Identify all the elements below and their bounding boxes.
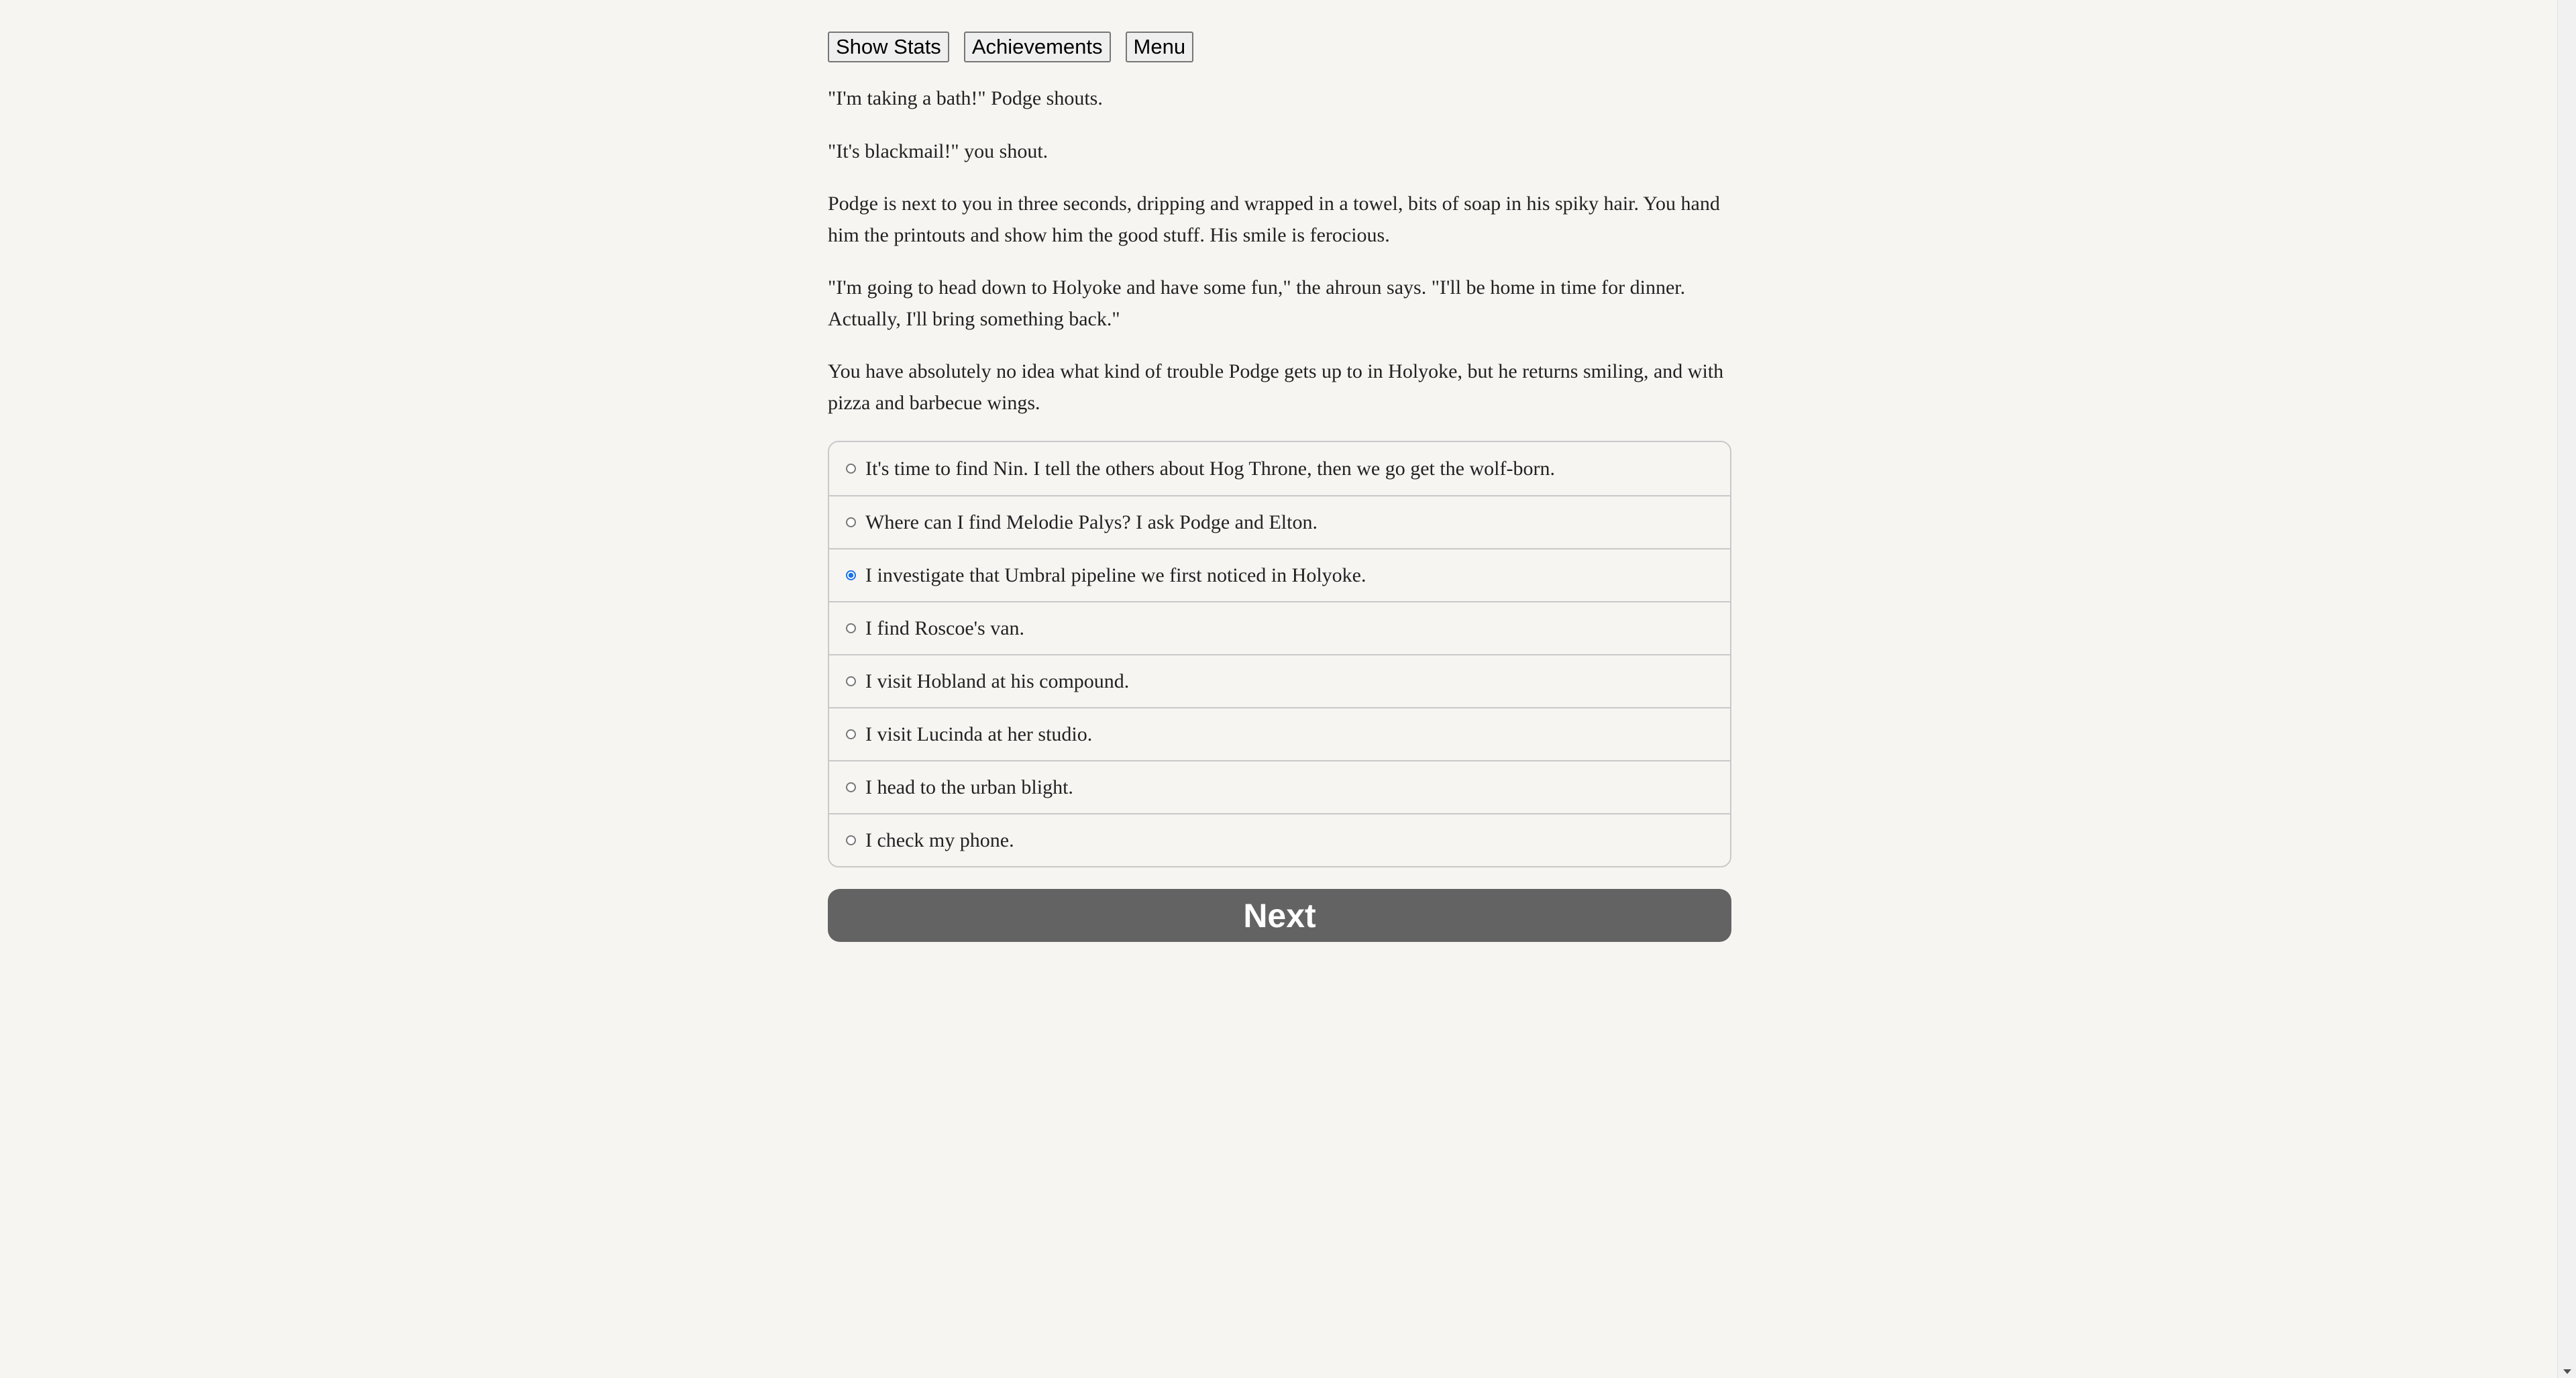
radio-selected-icon[interactable] [846, 570, 856, 580]
choice-label: I visit Hobland at his compound. [865, 670, 1130, 692]
show-stats-button[interactable]: Show Stats [828, 32, 949, 62]
choice-option[interactable] [829, 654, 1730, 707]
radio-icon[interactable] [846, 782, 856, 792]
choice-label: I visit Lucinda at her studio. [865, 723, 1093, 745]
choice-option[interactable] [829, 548, 1730, 601]
radio-icon[interactable] [846, 623, 856, 633]
choice-option[interactable] [829, 813, 1730, 866]
story-paragraph: "I'm going to head down to Holyoke and have some fun," the ahroun says. "I'll be home in time for dinner. Actually, I'll bring something back." [828, 276, 1686, 330]
choice-list [828, 441, 1731, 867]
achievements-button[interactable]: Achievements [964, 32, 1111, 62]
choice-label: I investigate that Umbral pipeline we first noticed in Holyoke. [865, 564, 1366, 586]
choice-label: I check my phone. [865, 829, 1014, 851]
radio-icon[interactable] [846, 464, 856, 474]
vertical-scrollbar[interactable] [2557, 0, 2576, 1378]
radio-icon[interactable] [846, 676, 856, 686]
choice-label: I find Roscoe's van. [865, 617, 1025, 639]
scroll-down-arrow-icon[interactable] [2563, 1369, 2571, 1374]
next-button[interactable]: Next [828, 889, 1731, 942]
game-container [828, 32, 1731, 942]
story-paragraph: You have absolutely no idea what kind of trouble Podge gets up to in Holyoke, but he returns smiling, and with pizza and barbecue wings. [828, 360, 1724, 414]
choice-label: Where can I find Melodie Palys? I ask Podge and Elton. [865, 511, 1318, 533]
radio-icon[interactable] [846, 517, 856, 527]
radio-icon[interactable] [846, 729, 856, 739]
story-text [828, 83, 1731, 419]
radio-icon[interactable] [846, 835, 856, 845]
story-paragraph: Podge is next to you in three seconds, dripping and wrapped in a towel, bits of soap in his spiky hair. You hand him the printouts and show him the good stuff. His smile is ferocious. [828, 193, 1720, 246]
story-paragraph: "I'm taking a bath!" Podge shouts. [828, 87, 1103, 109]
choice-option[interactable] [829, 442, 1730, 495]
choice-option[interactable] [829, 495, 1730, 548]
choice-option[interactable] [829, 760, 1730, 813]
choice-label: It's time to find Nin. I tell the others about Hog Throne, then we go get the wolf-born. [865, 457, 1555, 480]
toolbar [828, 32, 1731, 62]
choice-option[interactable] [829, 707, 1730, 760]
story-paragraph: "It's blackmail!" you shout. [828, 140, 1049, 162]
choice-label: I head to the urban blight. [865, 776, 1073, 798]
choice-option[interactable] [829, 601, 1730, 654]
menu-button[interactable]: Menu [1126, 32, 1194, 62]
